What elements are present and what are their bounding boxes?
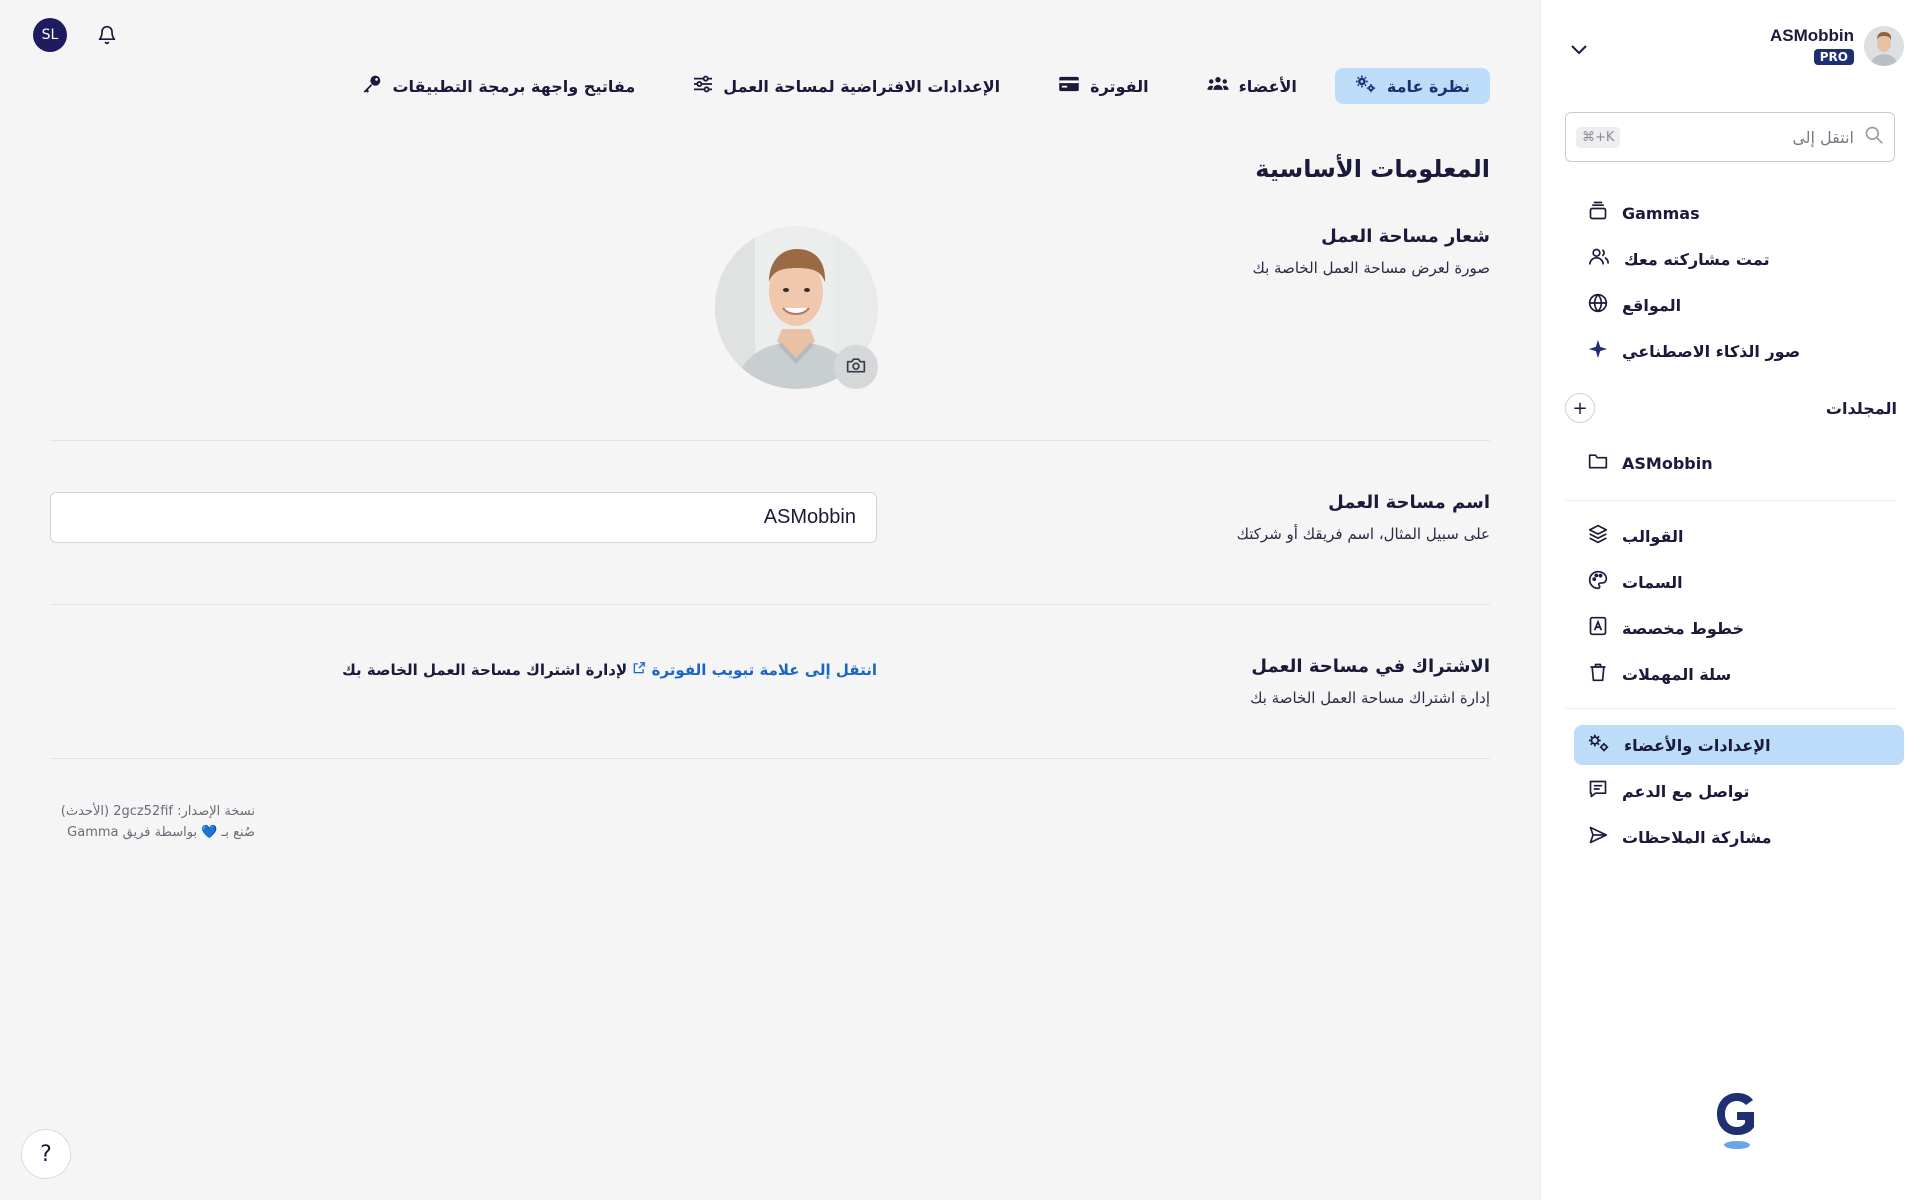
name-description: على سبيل المثال، اسم فريقك أو شركتك bbox=[1236, 525, 1490, 543]
key-icon bbox=[362, 74, 382, 98]
sidebar-item-label: سلة المهملات bbox=[1622, 664, 1732, 684]
name-label: اسم مساحة العمل bbox=[1328, 492, 1490, 513]
pro-badge: PRO bbox=[1814, 49, 1854, 65]
palette-icon bbox=[1588, 570, 1608, 594]
sidebar-item-templates[interactable] bbox=[1574, 516, 1904, 556]
sidebar-item-folder[interactable] bbox=[1574, 443, 1904, 483]
section-title: المعلومات الأساسية bbox=[1255, 155, 1490, 183]
jump-to-search[interactable] bbox=[1565, 112, 1895, 162]
subscription-label: الاشتراك في مساحة العمل bbox=[1251, 656, 1490, 677]
workspace-logo[interactable] bbox=[715, 226, 878, 389]
workspace-avatar bbox=[1864, 26, 1904, 66]
logo-setting bbox=[1252, 226, 1490, 277]
divider bbox=[50, 758, 1490, 759]
users-icon bbox=[1588, 247, 1610, 271]
sidebar-item-label: تمت مشاركته معك bbox=[1624, 249, 1770, 269]
camera-icon bbox=[846, 356, 866, 378]
add-folder-button[interactable] bbox=[1565, 393, 1595, 423]
tab-label: مفاتيح واجهة برمجة التطبيقات bbox=[392, 76, 636, 96]
sidebar-item-custom-fonts[interactable] bbox=[1574, 608, 1904, 648]
user-avatar[interactable]: SL bbox=[33, 18, 67, 52]
folders-title: المجلدات bbox=[1825, 398, 1897, 418]
workspace-switcher[interactable] bbox=[1770, 26, 1904, 66]
sidebar-item-label: الإعدادات والأعضاء bbox=[1624, 735, 1771, 755]
sliders-icon bbox=[693, 75, 713, 97]
help-button[interactable]: ? bbox=[21, 1129, 71, 1179]
sidebar-item-ai-images[interactable] bbox=[1574, 331, 1904, 371]
logo-label: شعار مساحة العمل bbox=[1321, 226, 1490, 247]
sidebar-item-themes[interactable] bbox=[1574, 562, 1904, 602]
font-icon bbox=[1588, 616, 1608, 640]
sidebar-item-label: السمات bbox=[1622, 572, 1683, 592]
external-link-icon bbox=[632, 661, 646, 679]
nav-bottom bbox=[1574, 725, 1904, 857]
trash-icon bbox=[1588, 662, 1608, 686]
sidebar-item-contact-support[interactable] bbox=[1574, 771, 1904, 811]
nav-folders bbox=[1574, 443, 1904, 483]
sidebar-item-label: خطوط مخصصة bbox=[1622, 618, 1745, 638]
workspace-name-input[interactable] bbox=[50, 492, 877, 543]
sidebar-item-label: Gammas bbox=[1622, 203, 1700, 223]
sidebar-item-share-feedback[interactable] bbox=[1574, 817, 1904, 857]
folder-icon bbox=[1588, 452, 1608, 474]
tab-members[interactable] bbox=[1187, 68, 1317, 104]
sidebar-item-settings-members[interactable] bbox=[1574, 725, 1904, 765]
divider bbox=[50, 440, 1490, 441]
subscription-description: إدارة اشتراك مساحة العمل الخاصة بك bbox=[1250, 689, 1490, 707]
sidebar-item-label: صور الذكاء الاصطناعي bbox=[1622, 341, 1801, 361]
globe-icon bbox=[1588, 293, 1608, 317]
settings-tabs bbox=[342, 68, 1490, 104]
tab-api-keys[interactable] bbox=[342, 68, 655, 104]
stack-icon bbox=[1588, 201, 1608, 225]
billing-tab-link[interactable]: انتقل إلى علامة تبويب الفوترة bbox=[651, 661, 877, 679]
folders-header bbox=[1565, 393, 1897, 423]
made-by-text: صُنع بـ 💙 بواسطة فريق Gamma bbox=[67, 825, 255, 840]
billing-line-text: لإدارة اشتراك مساحة العمل الخاصة بك bbox=[342, 661, 628, 679]
divider bbox=[1565, 500, 1897, 501]
workspace-name: ASMobbin bbox=[1769, 26, 1854, 45]
bell-icon[interactable] bbox=[94, 22, 120, 48]
nav-resources bbox=[1574, 516, 1904, 694]
tab-workspace-defaults[interactable] bbox=[673, 68, 1020, 104]
sidebar-item-label: المواقع bbox=[1622, 295, 1682, 315]
sidebar-item-trash[interactable] bbox=[1574, 654, 1904, 694]
members-icon bbox=[1207, 75, 1229, 97]
chat-icon bbox=[1588, 779, 1608, 803]
logo-description: صورة لعرض مساحة العمل الخاصة بك bbox=[1252, 259, 1490, 277]
sidebar-item-label: تواصل مع الدعم bbox=[1622, 781, 1750, 801]
divider bbox=[50, 604, 1490, 605]
change-logo-button[interactable] bbox=[834, 345, 878, 389]
sidebar bbox=[1540, 0, 1920, 1200]
tab-label: الإعدادات الافتراضية لمساحة العمل bbox=[723, 76, 1001, 96]
search-placeholder: انتقل إلى bbox=[1792, 127, 1854, 147]
billing-link-line bbox=[342, 661, 877, 679]
subscription-setting bbox=[1250, 656, 1490, 707]
nav-main bbox=[1574, 193, 1904, 371]
tab-overview[interactable] bbox=[1335, 68, 1490, 104]
tab-label: نظرة عامة bbox=[1386, 76, 1470, 96]
gears-icon bbox=[1355, 74, 1377, 98]
plus-icon: + bbox=[1572, 397, 1588, 419]
tab-label: الفوترة bbox=[1090, 76, 1149, 96]
tab-label: الأعضاء bbox=[1238, 76, 1297, 96]
layers-icon bbox=[1588, 524, 1608, 548]
sidebar-item-shared[interactable] bbox=[1574, 239, 1904, 279]
sidebar-item-label: القوالب bbox=[1622, 526, 1684, 546]
sparkle-icon bbox=[1588, 339, 1608, 363]
search-icon bbox=[1864, 125, 1884, 149]
credit-card-icon bbox=[1058, 76, 1080, 96]
send-icon bbox=[1588, 825, 1608, 849]
version-text: نسخة الإصدار: 2gcz52fif (الأحدث) bbox=[60, 804, 255, 819]
sidebar-item-label: ASMobbin bbox=[1622, 453, 1713, 473]
chevron-down-icon[interactable] bbox=[1571, 40, 1587, 59]
shortcut-badge: ⌘+K bbox=[1576, 127, 1620, 148]
name-setting bbox=[1237, 492, 1490, 543]
sidebar-item-label: مشاركة الملاحظات bbox=[1622, 827, 1772, 847]
version-footer bbox=[50, 801, 255, 843]
sidebar-item-sites[interactable] bbox=[1574, 285, 1904, 325]
sidebar-item-gammas[interactable] bbox=[1574, 193, 1904, 233]
tab-billing[interactable] bbox=[1038, 68, 1168, 104]
gears-icon bbox=[1588, 733, 1610, 757]
gamma-logo bbox=[1713, 1090, 1761, 1150]
divider bbox=[1565, 708, 1897, 709]
